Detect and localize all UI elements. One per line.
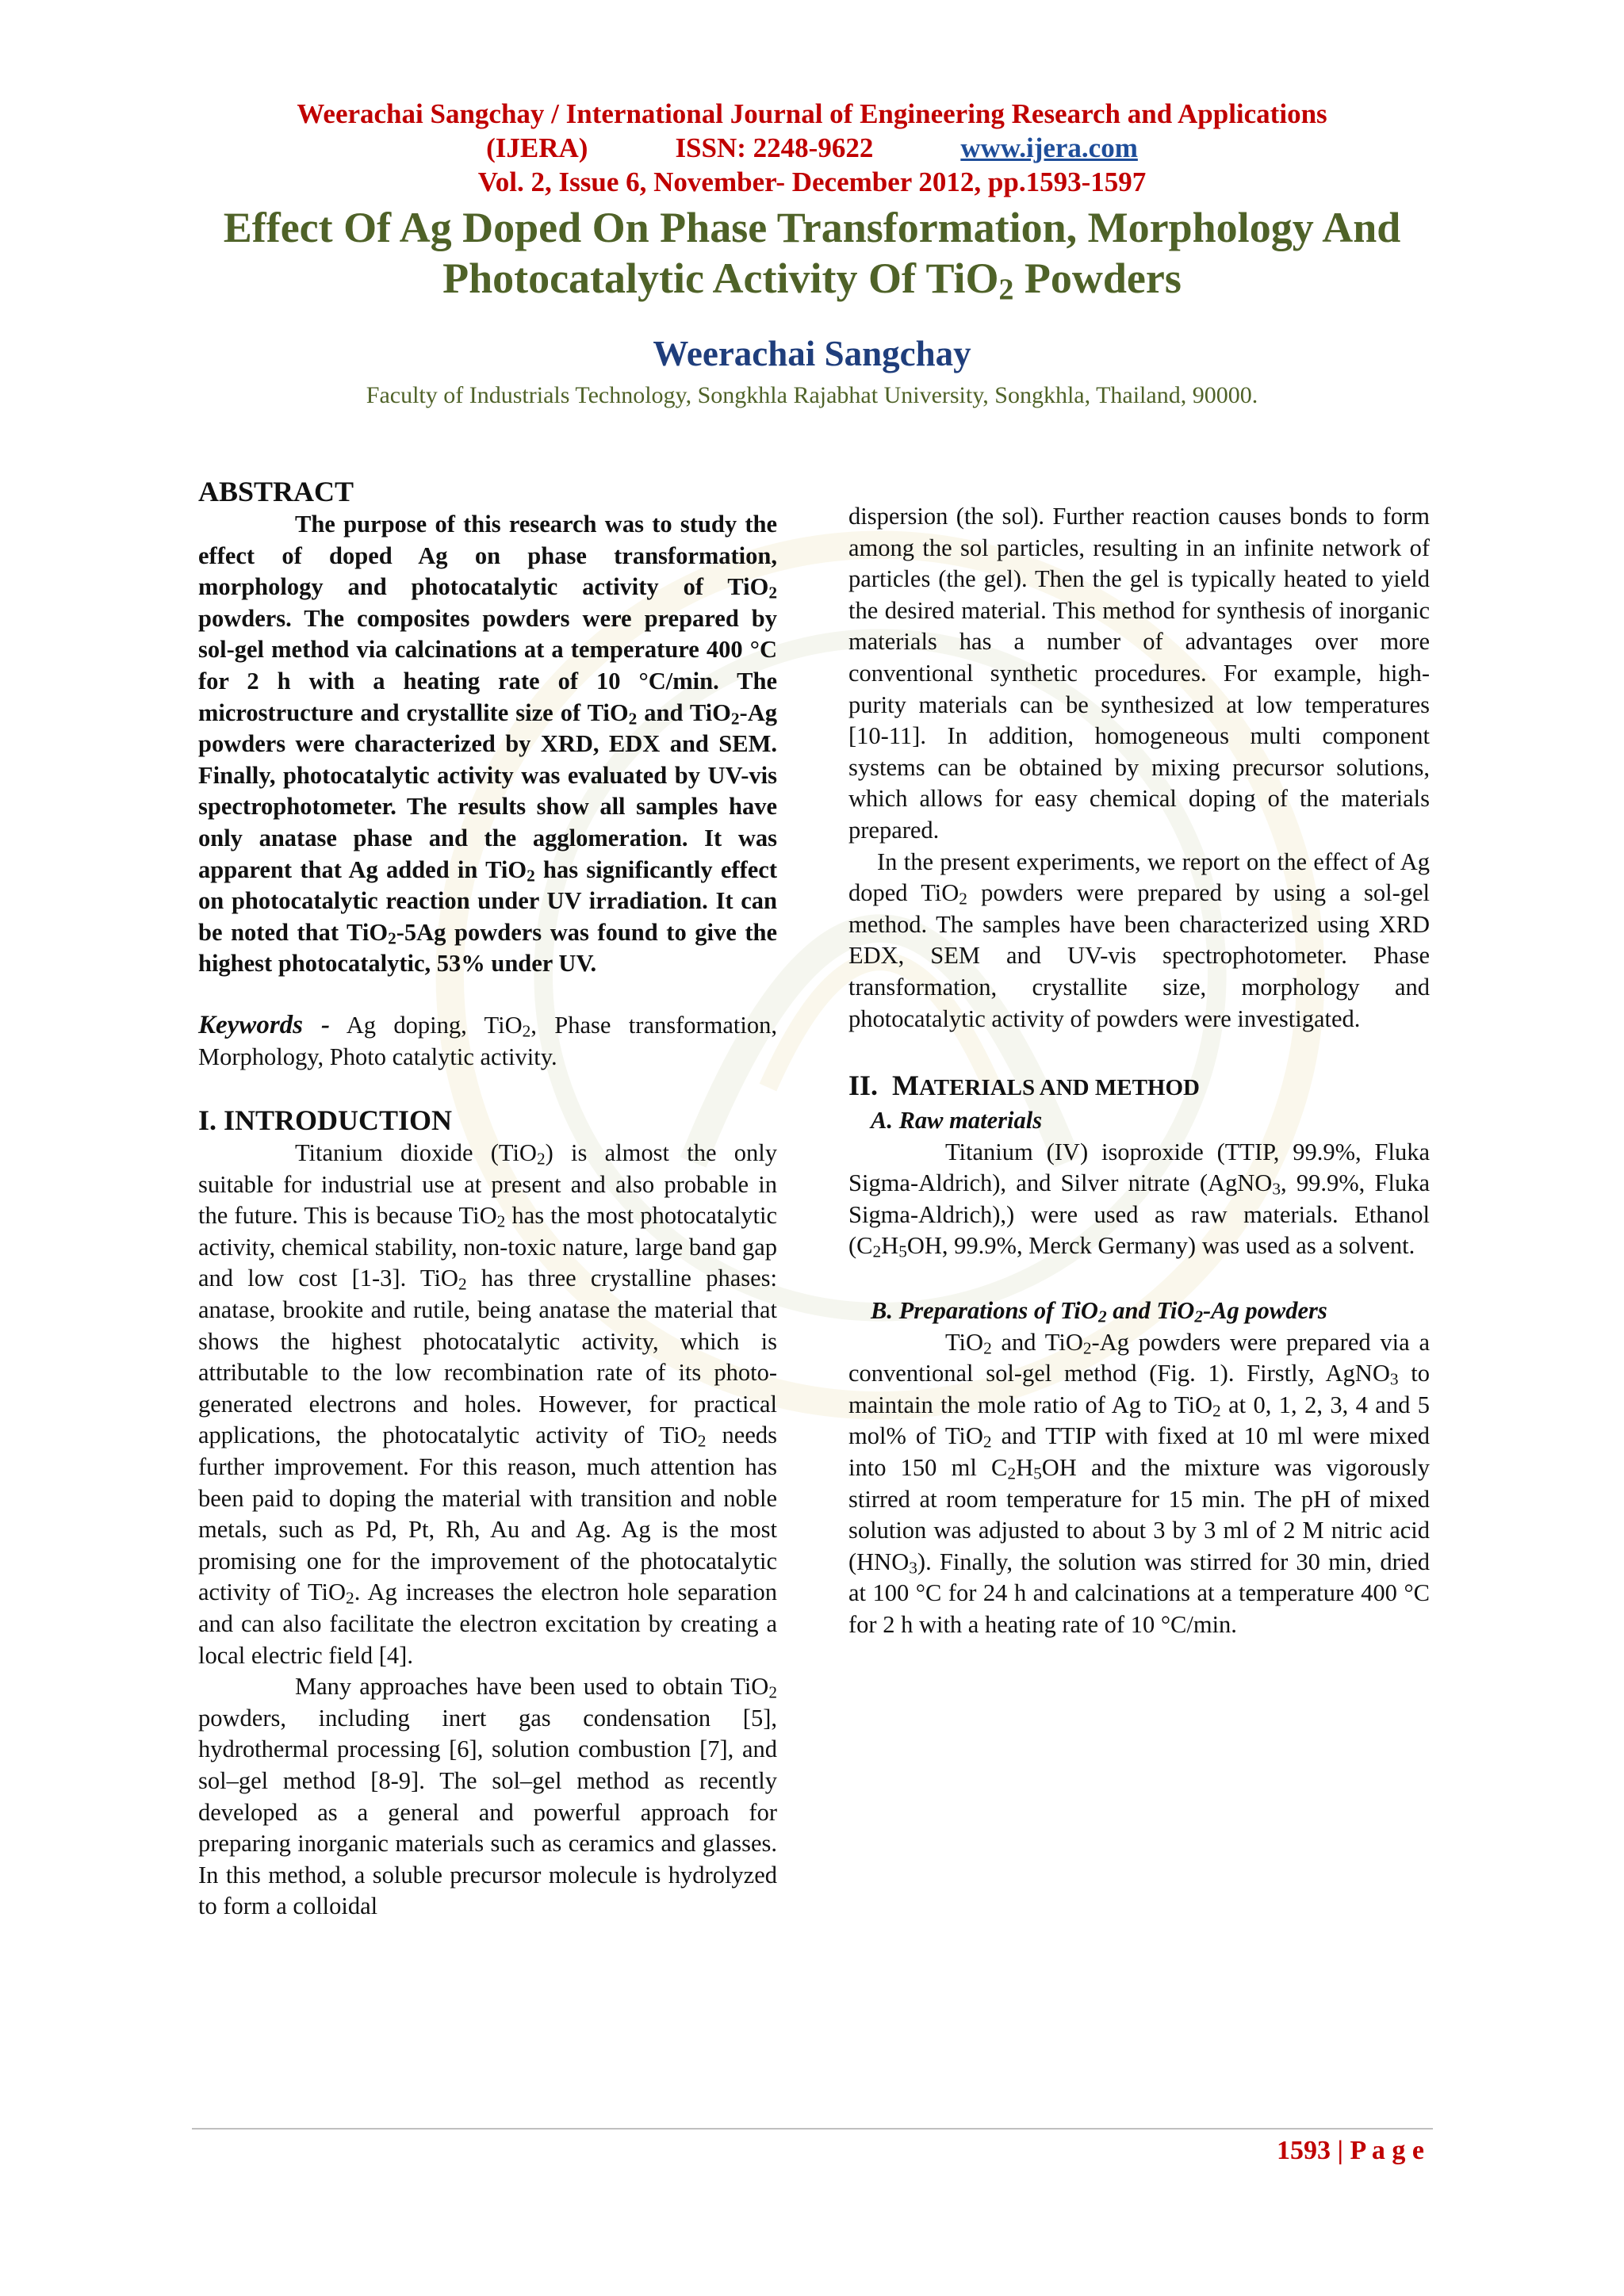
left-column [198, 474, 777, 1923]
journal-citation-line: Weerachai Sangchay / International Journal of Engineering Research and Applications [297, 98, 1327, 129]
right-column [848, 501, 1430, 1641]
page-number: 1593 | P a g e [1277, 2136, 1424, 2165]
raw-materials-paragraph: Titanium (IV) isoproxide (TTIP, 99.9%, Fluka Sigma-Aldrich), and Silver nitrate (AgNO$_3$, 99.9%, Fluka Sigma-Aldrich),) were used as raw materials. Ethanol ($C_2H_5OH$, 99.9%, Merck Germany) was used as a solvent. [848, 1138, 1430, 1262]
abstract-text: The purpose of this research was to study the effect of doped Ag on phase transformation, morphology and photocatalytic activity of TiO$_2$ powders. The composites powders were prepared by sol-gel method via calcinations at a temperature 400 °C for 2 h with a heating rate of 10 °C/min. The microstructure and crystallite size of TiO$_2$ and TiO$_2$-Ag powders were characterized by XRD, EDX and SEM. Finally, photocatalytic activity was evaluated by UV-vis spectrophotometer. The results show all samples have only anatase phase and the agglomeration. It was apparent that Ag added in TiO$_2$ has significantly effect on photocatalytic reaction under UV irradiation. It can be noted that TiO$_2$-5Ag powders was found to give the highest photocatalytic, 53% under UV. [198, 511, 778, 978]
preparations-paragraph: TiO$_2$ and TiO$_2$-Ag powders were prepared via a conventional sol-gel method (Fig. 1). Firstly, AgNO$_3$ to maintain the mole ratio of Ag to TiO$_2$ at 0, 1, 2, 3, 4 and 5 mol% of TiO$_2$ and TTIP with fixed at 10 ml were mixed into 150 ml $C_2H_5OH$ and the mixture was vigorously stirred at room temperature for 15 min. The pH of mixed solution was adjusted to about 3 by 3 ml of 2 M nitric acid $(HNO_3)$. Finally, the solution was stirred for 30 min, dried at 100 °C for 24 h and calcinations at a temperature 400 °C for 2 h with a heating rate of 10 °C/min. [848, 1328, 1431, 1638]
journal-info-line [0, 131, 1624, 165]
keywords-label: Keywords - [198, 1010, 330, 1039]
journal-volume-line: Vol. 2, Issue 6, November- December 2012, pp.1593-1597 [477, 166, 1147, 197]
journal-abbreviation: (IJERA) [486, 132, 588, 163]
abstract-heading: ABSTRACT [198, 476, 354, 507]
journal-url-link[interactable]: www.ijera.com [960, 132, 1138, 163]
raw-materials-subheading: A. Raw materials [871, 1107, 1043, 1135]
introduction-paragraph-3: dispersion (the sol). Further reaction causes bonds to form among the sol particles, resulting in an infinite network of particles (the gel). Then the gel is typically heated to yield the desired material. This method for synthesis of inorganic materials has a number of advantages over more conventional synthetic procedures. For example, high-purity materials can be synthesized at low temperatures [10-11]. In addition, homogeneous multi component systems can be obtained by mixing precursor solutions, which allows for easy chemical doping of the materials prepared. [848, 503, 1430, 844]
author-affiliation: Faculty of Industrials Technology, Songkhla Rajabhat University, Songkhla, Thailand, 90000. [366, 382, 1258, 408]
materials-method-heading: II. MATERIALS AND METHOD [848, 1070, 1200, 1102]
paper-title-line-2: Photocatalytic Activity Of TiO$_2$ Powders [442, 254, 1182, 307]
author-name: Weerachai Sangchay [653, 334, 971, 373]
preparations-subheading: B. Preparations of TiO$_2$ and TiO$_2$-Ag powders [871, 1297, 1327, 1326]
keywords: Keywords - Ag doping, TiO$_2$, Phase transformation, Morphology, Photo catalytic activity. [198, 1010, 777, 1070]
introduction-heading: I. INTRODUCTION [198, 1104, 453, 1137]
paper-title-line-1: Effect Of Ag Doped On Phase Transformation, Morphology And [223, 204, 1401, 251]
introduction-paragraph-1: Titanium dioxide (TiO$_2$) is almost the only suitable for industrial use at present and also probable in the future. This is because TiO$_2$ has the most photocatalytic activity, chemical stability, non-toxic nature, large band gap and low cost [1-3]. TiO$_2$ has three crystalline phases: anatase, brookite and rutile, being anatase the material that shows the highest photocatalytic activity, which is attributable to the low recombination rate of its photo-generated electrons and holes. However, for practical applications, the photocatalytic activity of TiO$_2$ needs further improvement. For this reason, much attention has been paid to doping the material with transition and noble metals, such as Pd, Pt, Rh, Au and Ag. Ag is the most promising one for the improvement of the photocatalytic activity of TiO$_2$. Ag increases the electron hole separation and can also facilitate the electron excitation by creating a local electric field [4]. [198, 1139, 777, 1669]
paper-title [0, 202, 1624, 307]
journal-header [0, 97, 1624, 307]
journal-issn: ISSN: 2248-9622 [675, 132, 874, 163]
introduction-paragraph-4: In the present experiments, we report on the effect of Ag doped TiO$_2$ powders were prepared by using a sol-gel method. The samples have been characterized using XRD EDX, SEM and UV-vis spectrophotometer. Phase transformation, crystallite size, morphology and photocatalytic activity of powders were investigated. [848, 848, 1430, 1032]
footer-divider [192, 2128, 1433, 2130]
introduction-paragraph-2: Many approaches have been used to obtain TiO$_2$ powders, including inert gas condensation [5], hydrothermal processing [6], solution combustion [7], and sol–gel method [8-9]. The sol–gel method as recently developed as a general and powerful approach for preparing inorganic materials such as ceramics and glasses. In this method, a soluble precursor molecule is hydrolyzed to form a colloidal [198, 1673, 777, 1920]
